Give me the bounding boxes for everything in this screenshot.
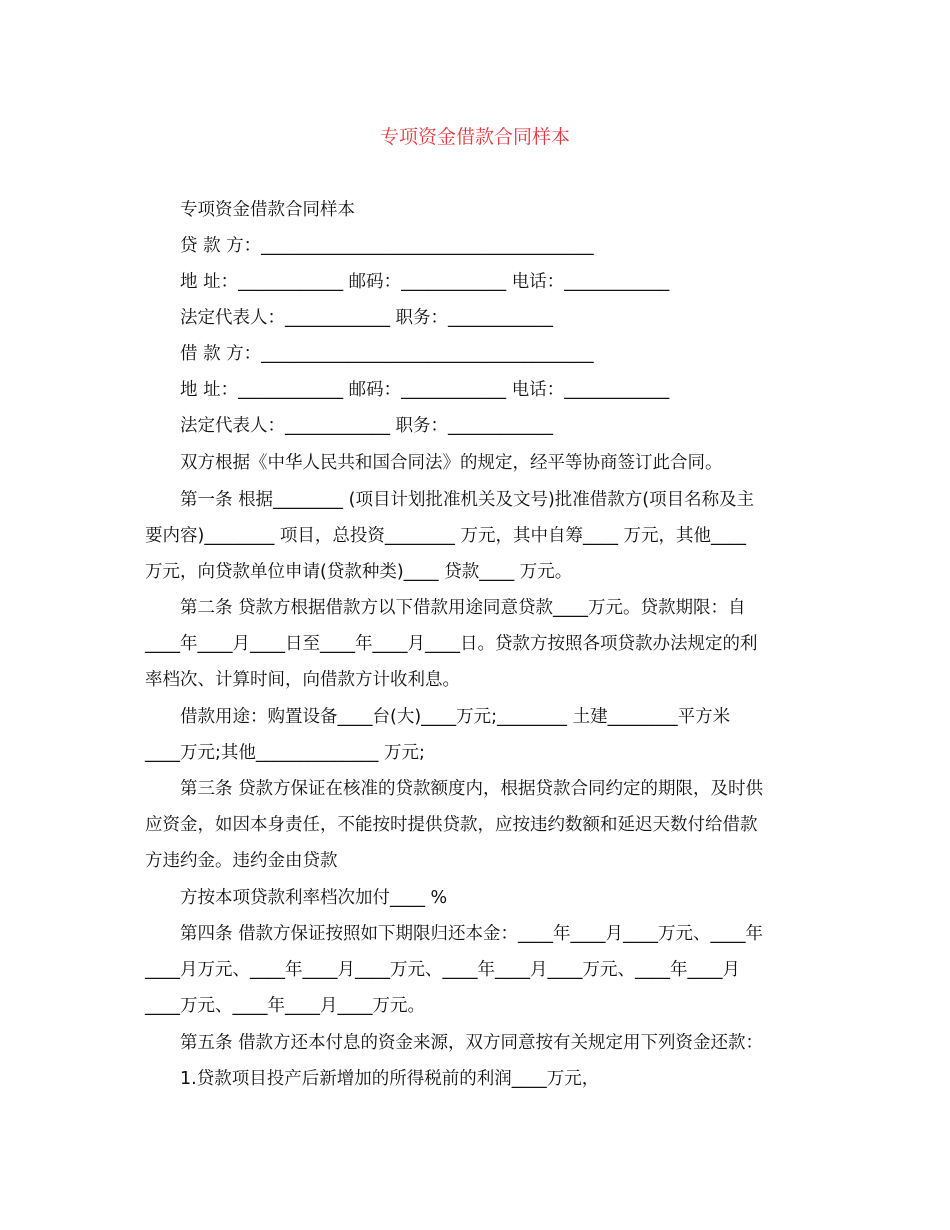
article-3-line-2: 应资金，如因本身责任，不能按时提供贷款，应按违约数额和延迟天数付给借款: [145, 815, 758, 835]
intro-heading: 专项资金借款合同样本: [180, 200, 355, 220]
document-title: 专项资金借款合同样本: [379, 126, 570, 148]
article-3-line-3: 方违约金。违约金由贷款: [145, 851, 338, 871]
lender-name-line: 贷 款 方：______________________________________: [180, 236, 594, 256]
article-1-line-1: 第一条 根据________ (项目计划批准机关及文号)批准借款方(项目名称及主: [180, 490, 755, 510]
article-4-line-3: ____万元、____年____月____万元。: [145, 996, 425, 1016]
preamble-line: 双方根据《中华人民共和国合同法》的规定，经平等协商签订此合同。: [180, 453, 723, 473]
lender-address-line: 地 址：____________ 邮码：____________ 电话：____________: [180, 272, 670, 292]
article-3-line-1: 第三条 贷款方保证在核准的贷款额度内，根据贷款合同约定的期限，及时供: [180, 779, 764, 799]
article-5-line-1: 第五条 借款方还本付息的资金来源，双方同意按有关规定用下列资金还款：: [180, 1033, 764, 1053]
article-4-line-1: 第四条 借款方保证按照如下期限归还本金：____年____月____万元、____年: [180, 924, 764, 944]
lender-rep-line: 法定代表人：____________ 职务：____________: [180, 308, 554, 328]
borrower-address-line: 地 址：____________ 邮码：____________ 电话：____________: [180, 380, 670, 400]
article-1-line-3: 万元，向贷款单位申请(贷款种类)____ 贷款____ 万元。: [145, 562, 573, 582]
borrower-name-line: 借 款 方：______________________________________: [180, 344, 594, 364]
article-1-line-2: 要内容)________ 项目，总投资________ 万元，其中自筹____ 万元，其他____: [145, 526, 747, 546]
borrower-rep-line: 法定代表人：____________ 职务：____________: [180, 416, 554, 436]
loan-use-line-1: 借款用途：购置设备____台(大)____万元;________ 土建________平方米: [180, 707, 731, 727]
article-3-line-4: 方按本项贷款利率档次加付____ %: [180, 888, 448, 908]
article-4-line-2: ____月万元、____年____月____万元、____年____月____万元、____年____月: [145, 960, 740, 980]
loan-use-line-2: ____万元;其他______________ 万元;: [145, 743, 425, 763]
article-2-line-2: ____年____月____日至____年____月____日。贷款方按照各项贷款办法规定的利: [145, 634, 758, 654]
article-5-item-1: 1.贷款项目投产后新增加的所得税前的利润____万元，: [180, 1069, 600, 1089]
article-2-line-1: 第二条 贷款方根据借款方以下借款用途同意贷款____万元。贷款期限：自: [180, 598, 746, 618]
article-2-line-3: 率档次、计算时间，向借款方计收利息。: [145, 670, 460, 690]
